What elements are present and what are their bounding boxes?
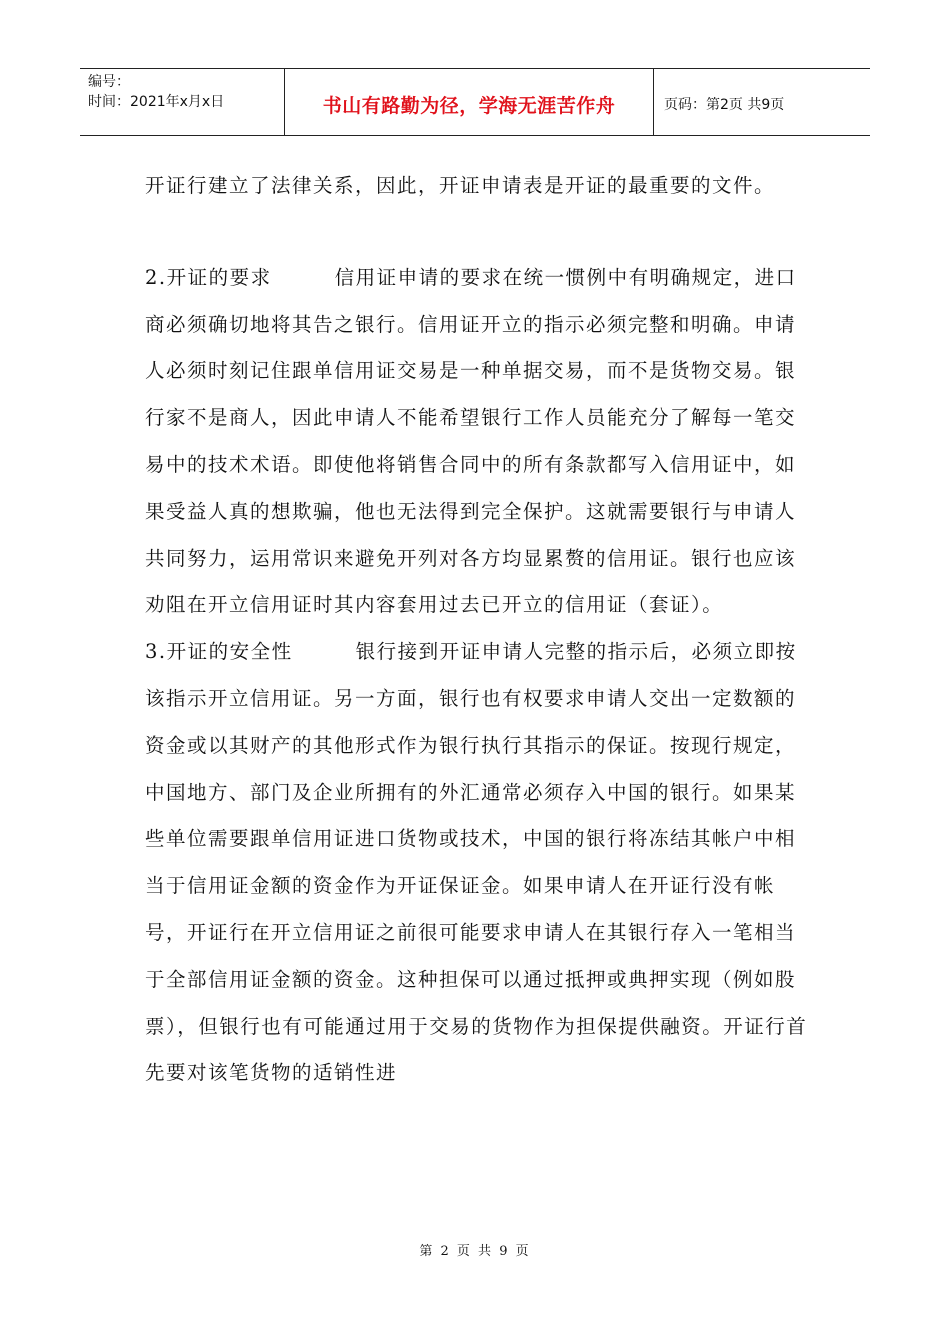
header-meta [80,69,284,135]
header-motto-cell [284,69,654,135]
header-page-cell [654,69,870,135]
paragraph-security: 3.开证的安全性 银行接到开证申请人完整的指示后，必须立即按该指示开立信用证。另一方面，银行也有权要求申请人交出一定数额的资金或以其财产的其他形式作为银行执行其指示的保证。按现行规定，中国地方、部门及企业所拥有的外汇通常必须存入中国的银行。如果某些单位需要跟单信用证进口货物或技术，中国的银行将冻结其帐户中相当于信用证金额的资金作为开证保证金。如果申请人在开证行没有帐号，开证行在开立信用证之前很可能要求申请人在其银行存入一笔相当于全部信用证金额的资金。这种担保可以通过抵押或典押实现（例如股票），但银行也有可能通过用于交易的货物作为担保提供融资。开证行首先要对该笔货物的适销性进 [145,640,808,1085]
header-motto: 书山有路勤为径，学海无涯苦作舟 [322,94,616,117]
serial-number-label: 编号： [88,74,130,90]
page-footer: 第 2 页 共 9 页 [419,1244,531,1259]
header-page-label: 页码：第2页 共9页 [664,97,785,113]
document-body [145,163,810,1097]
date-label: 时间：2021年x月x日 [88,94,225,110]
paragraph-gap [145,210,810,255]
paragraph-continuation: 开证行建立了法律关系，因此，开证申请表是开证的最重要的文件。 [145,174,776,197]
paragraph-requirements: 2.开证的要求 信用证申请的要求在统一惯例中有明确规定，进口商必须确切地将其告之银行。信用证开立的指示必须完整和明确。申请人必须时刻记住跟单信用证交易是一种单据交易，而不是货物交易。银行家不是商人，因此申请人不能希望银行工作人员能充分了解每一笔交易中的技术术语。即使他将销售合同中的所有条款都写入信用证中，如果受益人真的想欺骗，他也无法得到完全保护。这就需要银行与申请人共同努力，运用常识来避免开列对各方均显累赘的信用证。银行也应该劝阻在开立信用证时其内容套用过去已开立的信用证（套证）。 [145,265,797,617]
page-header [80,68,870,136]
